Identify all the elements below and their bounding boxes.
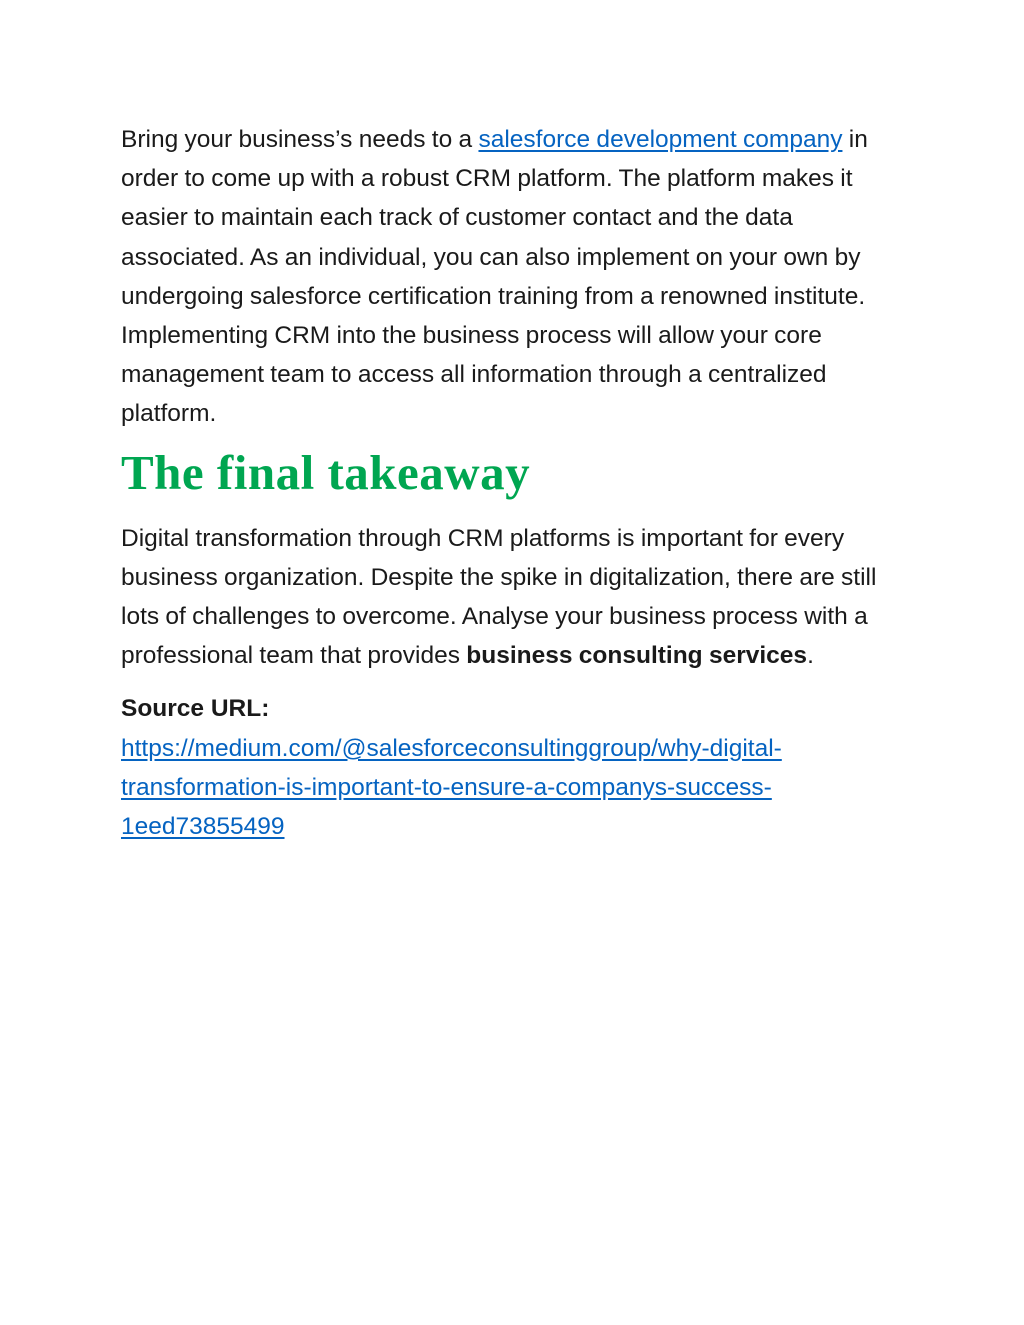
intro-text-start: Bring your business’s needs to a bbox=[121, 126, 479, 153]
intro-text-end: in order to come up with a robust CRM platform. The platform makes it easier to maintain each track of customer contact and the data associated. As an individual, you can also implement on your own by undergoing salesforce certification training from a renowned institute. Implementing CRM into the business process will allow your core management team to access all information through a centralized platform. bbox=[121, 126, 868, 428]
business-consulting-services-text: business consulting services bbox=[466, 642, 808, 670]
takeaway-text: Digital transformation through CRM platforms is important for every business organization. Despite the spike in digitalization, there are still lots of challenges to overcome. Analyse your business process with a professional team that provides bbox=[121, 524, 877, 670]
source-url-line-3[interactable]: 1eed73855499 bbox=[121, 813, 285, 841]
takeaway-paragraph bbox=[121, 519, 911, 676]
intro-paragraph bbox=[121, 120, 911, 434]
takeaway-tail: . bbox=[807, 642, 814, 670]
salesforce-development-company-link[interactable]: salesforce development company bbox=[478, 126, 843, 153]
section-heading: The final takeaway bbox=[121, 444, 531, 500]
source-url-line-2[interactable]: transformation-is-important-to-ensure-a-companys-success- bbox=[121, 773, 772, 801]
source-url-line-1[interactable]: https://medium.com/@salesforceconsultinggroup/why-digital- bbox=[121, 734, 782, 762]
document-page bbox=[121, 120, 911, 846]
source-url-link[interactable] bbox=[121, 729, 901, 847]
source-url-label: Source URL: bbox=[121, 695, 270, 723]
